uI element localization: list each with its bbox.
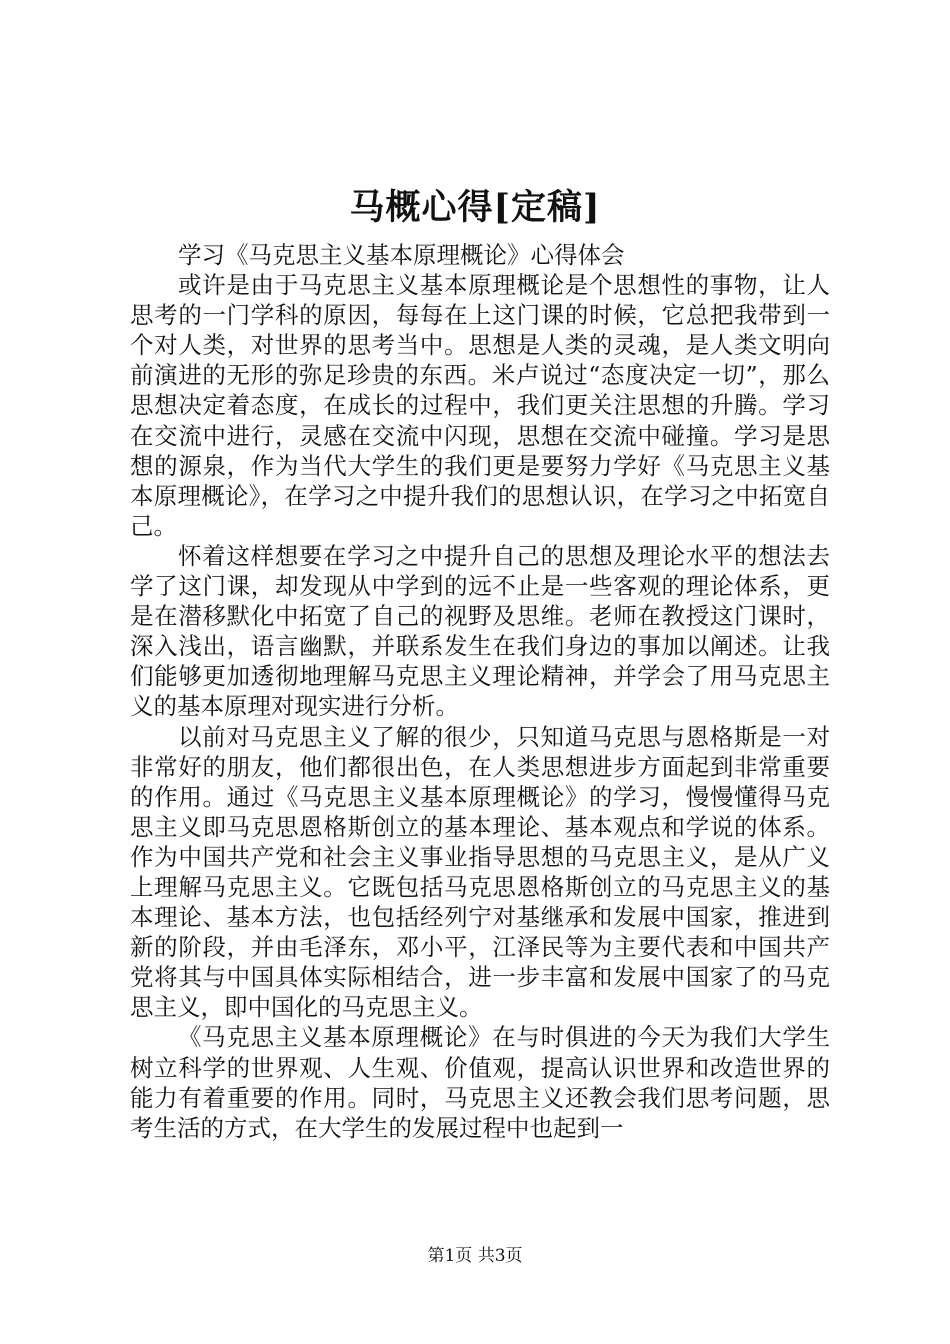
- document-body: [130, 240, 830, 1143]
- paragraph-3: 以前对马克思主义了解的很少，只知道马克思与恩格斯是一对非常好的朋友，他们都很出色，在人类思想进步方面起到非常重要的作用。通过《马克思主义基本原理概论》的学习，慢慢懂得马克思主义即马克思恩格斯创立的基本理论、基本观点和学说的体系。作为中国共产党和社会主义事业指导思想的马克思主义，是从广义上理解马克思主义。它既包括马克思恩格斯创立的马克思主义的基本理论、基本方法，也包括经列宁对基继承和发展中国家，推进到新的阶段，并由毛泽东，邓小平，江泽民等为主要代表和中国共产党将其与中国具体实际相结合，进一步丰富和发展中国家了的马克思主义，即中国化的马克思主义。: [130, 722, 830, 1022]
- document-title: 马概心得[定稿]: [349, 187, 601, 228]
- document-subtitle: 学习《马克思主义基本原理概论》心得体会: [178, 241, 625, 269]
- page-footer: 第1页 共3页: [427, 1246, 523, 1266]
- paragraph-4: 《马克思主义基本原理概论》在与时俱进的今天为我们大学生树立科学的世界观、人生观、价值观，提高认识世界和改造世界的能力有着重要的作用。同时，马克思主义还教会我们思考问题，思考生活的方式，在大学生的发展过程中也起到一: [130, 1023, 830, 1142]
- paragraph-1: 或许是由于马克思主义基本原理概论是个思想性的事物，让人思考的一门学科的原因，每每在上这门课的时候，它总把我带到一个对人类，对世界的思考当中。思想是人类的灵魂，是人类文明向前演进的无形的弥足珍贵的东西。米卢说过“态度决定一切”，那么思想决定着态度，在成长的过程中，我们更关注思想的升腾。学习在交流中进行，灵感在交流中闪现，思想在交流中碰撞。学习是思想的源泉，作为当代大学生的我们更是要努力学好《马克思主义基本原理概论》，在学习之中提升我们的思想认识，在学习之中拓宽自己。: [130, 271, 830, 540]
- paragraph-2: 怀着这样想要在学习之中提升自己的思想及理论水平的想法去学了这门课，却发现从中学到的远不止是一些客观的理论体系，更是在潜移默化中拓宽了自己的视野及思维。老师在教授这门课时，深入浅出，语言幽默，并联系发生在我们身边的事加以阐述。让我们能够更加透彻地理解马克思主义理论精神，并学会了用马克思主义的基本原理对现实进行分析。: [130, 541, 830, 721]
